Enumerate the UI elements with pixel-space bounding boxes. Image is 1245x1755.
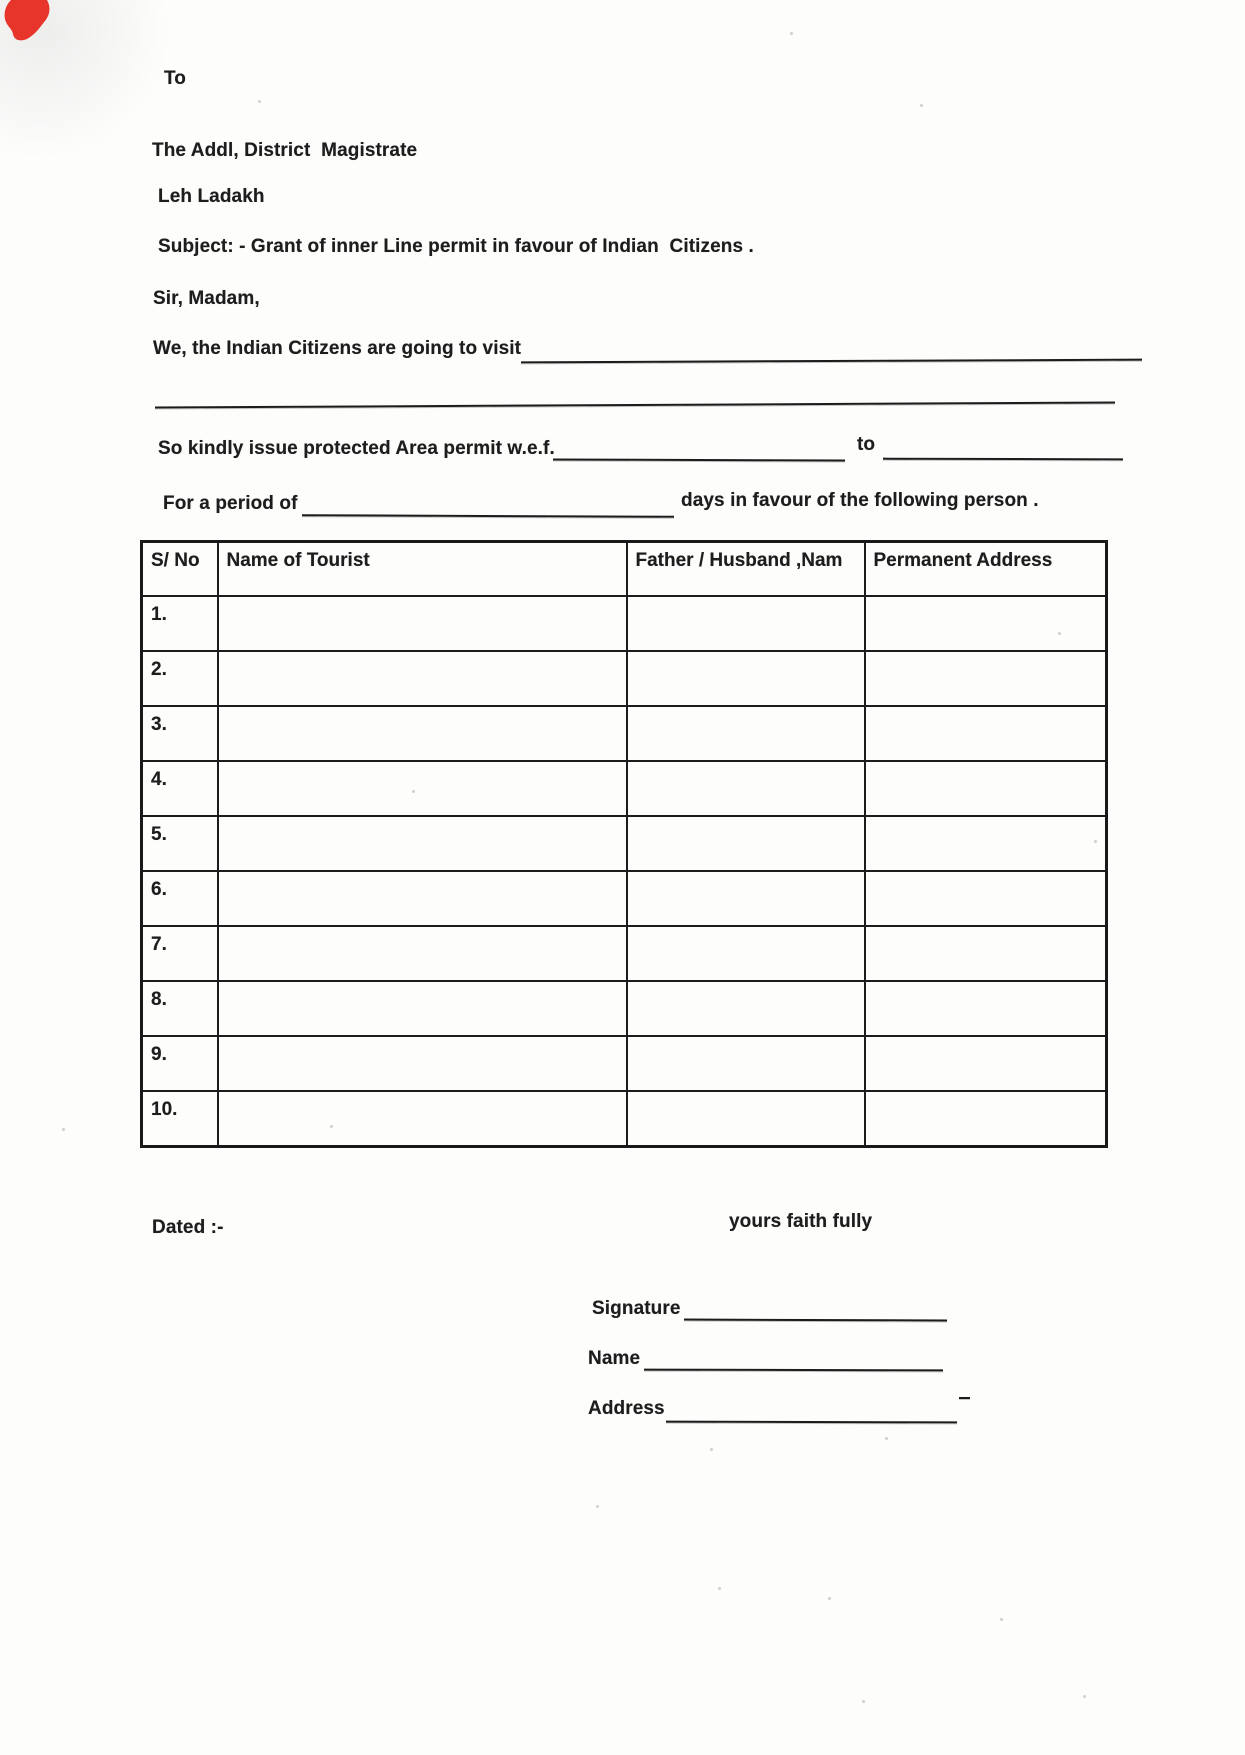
sno-cell: 5.	[142, 816, 218, 871]
header-sno: S/ No	[142, 542, 218, 597]
name-label: Name	[588, 1348, 641, 1369]
city-line: Leh Ladakh	[158, 186, 265, 207]
tourist-name-cell	[218, 596, 627, 651]
tourist-name-cell	[218, 1091, 627, 1147]
tourist-name-cell	[218, 761, 627, 816]
tourist-name-cell	[218, 651, 627, 706]
table-header-row	[142, 542, 1107, 597]
permanent-address-cell	[865, 816, 1107, 871]
permanent-address-cell	[865, 1036, 1107, 1091]
tourist-table	[140, 540, 1108, 1148]
father-husband-cell	[627, 981, 865, 1036]
permit-sentence: So kindly issue protected Area permit w.e.f.	[158, 438, 555, 459]
address-label: Address	[588, 1398, 665, 1419]
table-row	[142, 706, 1107, 761]
sno-cell: 2.	[142, 651, 218, 706]
sno-cell: 6.	[142, 871, 218, 926]
name-blank-line	[644, 1369, 943, 1372]
signature-label: Signature	[592, 1298, 681, 1319]
subject-line: Subject: - Grant of inner Line permit in favour of Indian Citizens .	[158, 236, 754, 257]
period-suffix: days in favour of the following person .	[681, 490, 1039, 511]
salutation-to: To	[164, 68, 187, 89]
father-husband-cell	[627, 871, 865, 926]
table-row	[142, 816, 1107, 871]
father-husband-cell	[627, 926, 865, 981]
permanent-address-cell	[865, 981, 1107, 1036]
table-row	[142, 651, 1107, 706]
visit-sentence: We, the Indian Citizens are going to visit	[153, 338, 522, 359]
tourist-name-cell	[218, 871, 627, 926]
father-husband-cell	[627, 816, 865, 871]
header-name-of-tourist: Name of Tourist	[218, 542, 627, 597]
addressee-line: The Addl, District Magistrate	[152, 140, 418, 161]
address-blank-line	[666, 1421, 957, 1424]
period-blank-line	[302, 514, 674, 518]
sno-cell: 8.	[142, 981, 218, 1036]
visit-blank-line	[521, 359, 1142, 364]
period-sentence: For a period of	[163, 493, 298, 514]
father-husband-cell	[627, 761, 865, 816]
sno-cell: 1.	[142, 596, 218, 651]
table-row	[142, 596, 1107, 651]
permanent-address-cell	[865, 651, 1107, 706]
dated-label: Dated :-	[152, 1217, 224, 1238]
signature-blank-line	[684, 1319, 947, 1322]
father-husband-cell	[627, 651, 865, 706]
wef-blank-line	[553, 458, 845, 461]
sno-cell: 9.	[142, 1036, 218, 1091]
father-husband-cell	[627, 1036, 865, 1091]
to-label: to	[857, 434, 876, 455]
table-row	[142, 761, 1107, 816]
permanent-address-cell	[865, 871, 1107, 926]
tourist-name-cell	[218, 926, 627, 981]
table-row	[142, 871, 1107, 926]
address-trailing-dash	[959, 1397, 970, 1399]
greeting-line: Sir, Madam,	[153, 288, 260, 309]
red-stamp-shape	[5, 0, 50, 40]
closing-salutation: yours faith fully	[729, 1211, 873, 1232]
table-row	[142, 1091, 1107, 1147]
sno-cell: 10.	[142, 1091, 218, 1147]
tourist-name-cell	[218, 706, 627, 761]
permanent-address-cell	[865, 706, 1107, 761]
sno-cell: 3.	[142, 706, 218, 761]
permanent-address-cell	[865, 596, 1107, 651]
tourist-name-cell	[218, 1036, 627, 1091]
permanent-address-cell	[865, 926, 1107, 981]
tourist-name-cell	[218, 981, 627, 1036]
table-row	[142, 926, 1107, 981]
table-row	[142, 1036, 1107, 1091]
permanent-address-cell	[865, 761, 1107, 816]
tourist-name-cell	[218, 816, 627, 871]
visit-continuation-blank-line	[155, 401, 1115, 408]
permanent-address-cell	[865, 1091, 1107, 1147]
header-permanent-address: Permanent Address	[865, 542, 1107, 597]
sno-cell: 4.	[142, 761, 218, 816]
red-stamp-mark	[0, 0, 58, 48]
table-row	[142, 981, 1107, 1036]
father-husband-cell	[627, 596, 865, 651]
father-husband-cell	[627, 706, 865, 761]
header-father-husband: Father / Husband ,Nam	[627, 542, 865, 597]
father-husband-cell	[627, 1091, 865, 1147]
sno-cell: 7.	[142, 926, 218, 981]
to-blank-line	[883, 458, 1123, 461]
